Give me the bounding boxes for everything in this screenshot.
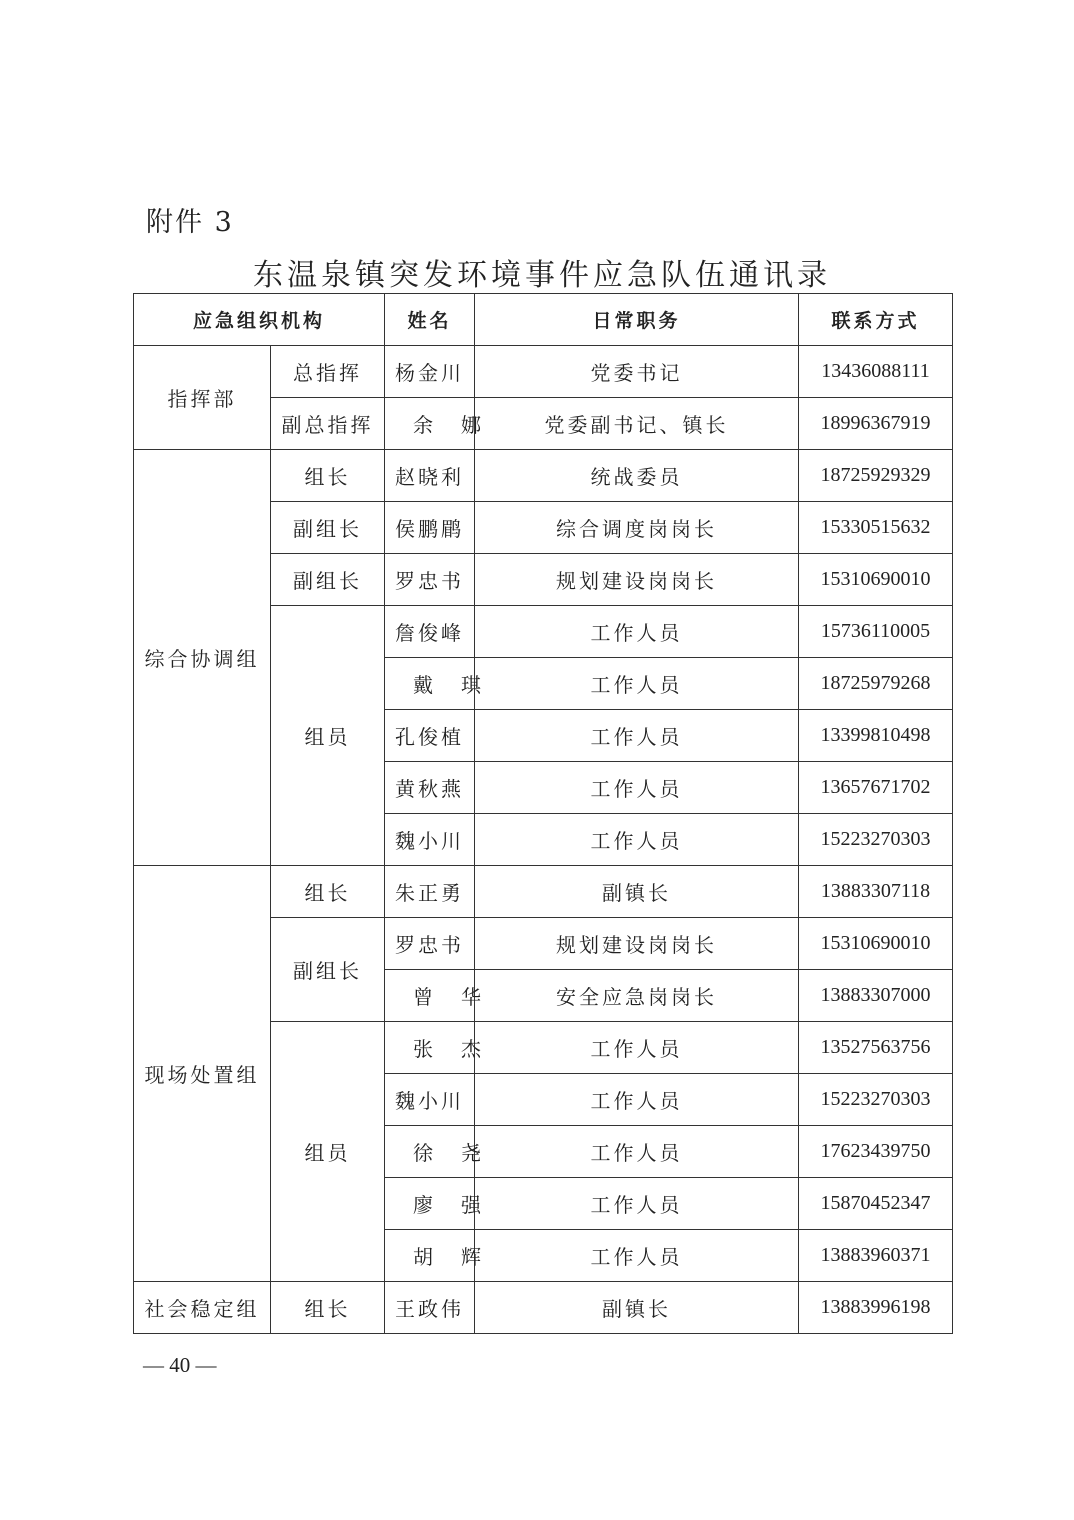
role-cell: 组长	[271, 450, 385, 502]
name-cell: 孔俊植	[385, 710, 475, 762]
duty-cell: 工作人员	[475, 1126, 799, 1178]
phone-cell: 13883307000	[799, 970, 953, 1022]
name-cell: 张杰	[385, 1022, 475, 1074]
phone-cell: 15310690010	[799, 918, 953, 970]
name-cell: 黄秋燕	[385, 762, 475, 814]
duty-cell: 统战委员	[475, 450, 799, 502]
group-onsite: 现场处置组	[134, 866, 271, 1282]
phone-cell: 17623439750	[799, 1126, 953, 1178]
role-cell: 组员	[271, 1022, 385, 1282]
duty-cell: 综合调度岗岗长	[475, 502, 799, 554]
name-cell: 朱正勇	[385, 866, 475, 918]
name-cell: 余娜	[385, 398, 475, 450]
duty-cell: 党委书记	[475, 346, 799, 398]
duty-cell: 工作人员	[475, 658, 799, 710]
role-cell: 组长	[271, 866, 385, 918]
phone-cell: 13527563756	[799, 1022, 953, 1074]
name-cell: 赵晓利	[385, 450, 475, 502]
phone-cell: 18996367919	[799, 398, 953, 450]
attachment-label: 附件 3	[146, 207, 234, 238]
group-stability: 社会稳定组	[134, 1282, 271, 1334]
name-cell: 戴琪	[385, 658, 475, 710]
duty-cell: 工作人员	[475, 1074, 799, 1126]
phone-cell: 13657671702	[799, 762, 953, 814]
duty-cell: 工作人员	[475, 1230, 799, 1282]
header-org: 应急组织机构	[134, 294, 385, 346]
role-cell: 副组长	[271, 918, 385, 1022]
duty-cell: 副镇长	[475, 1282, 799, 1334]
duty-cell: 党委副书记、镇长	[475, 398, 799, 450]
duty-cell: 工作人员	[475, 814, 799, 866]
header-duty: 日常职务	[475, 294, 799, 346]
role-cell: 副组长	[271, 554, 385, 606]
phone-cell: 15330515632	[799, 502, 953, 554]
table-row	[134, 450, 953, 502]
duty-cell: 规划建设岗岗长	[475, 554, 799, 606]
name-cell: 罗忠书	[385, 554, 475, 606]
phone-cell: 13883960371	[799, 1230, 953, 1282]
header-contact: 联系方式	[799, 294, 953, 346]
phone-cell: 18725929329	[799, 450, 953, 502]
name-cell: 王政伟	[385, 1282, 475, 1334]
name-cell: 杨金川	[385, 346, 475, 398]
role-cell: 副总指挥	[271, 398, 385, 450]
duty-cell: 安全应急岗岗长	[475, 970, 799, 1022]
header-row	[134, 294, 953, 346]
phone-cell: 15736110005	[799, 606, 953, 658]
phone-cell: 15223270303	[799, 1074, 953, 1126]
phone-cell: 15870452347	[799, 1178, 953, 1230]
table-row	[134, 1282, 953, 1334]
role-cell: 组员	[271, 606, 385, 866]
duty-cell: 工作人员	[475, 1178, 799, 1230]
phone-cell: 13436088111	[799, 346, 953, 398]
name-cell: 詹俊峰	[385, 606, 475, 658]
page-number: — 40 —	[143, 1353, 217, 1377]
table-row	[134, 346, 953, 398]
phone-cell: 18725979268	[799, 658, 953, 710]
name-cell: 罗忠书	[385, 918, 475, 970]
document-title: 东温泉镇突发环境事件应急队伍通讯录	[253, 258, 831, 293]
name-cell: 廖强	[385, 1178, 475, 1230]
duty-cell: 工作人员	[475, 606, 799, 658]
group-coordination: 综合协调组	[134, 450, 271, 866]
group-command: 指挥部	[134, 346, 271, 450]
name-cell: 胡辉	[385, 1230, 475, 1282]
duty-cell: 工作人员	[475, 1022, 799, 1074]
duty-cell: 工作人员	[475, 710, 799, 762]
role-cell: 组长	[271, 1282, 385, 1334]
name-cell: 侯鹏鹛	[385, 502, 475, 554]
name-cell: 魏小川	[385, 814, 475, 866]
role-cell: 副组长	[271, 502, 385, 554]
duty-cell: 工作人员	[475, 762, 799, 814]
name-cell: 曾华	[385, 970, 475, 1022]
phone-cell: 15310690010	[799, 554, 953, 606]
phone-cell: 13399810498	[799, 710, 953, 762]
table-row	[134, 866, 953, 918]
name-cell: 魏小川	[385, 1074, 475, 1126]
role-cell: 总指挥	[271, 346, 385, 398]
header-name: 姓名	[385, 294, 475, 346]
phone-cell: 13883996198	[799, 1282, 953, 1334]
contact-table	[133, 293, 953, 1334]
phone-cell: 13883307118	[799, 866, 953, 918]
name-cell: 徐尧	[385, 1126, 475, 1178]
duty-cell: 副镇长	[475, 866, 799, 918]
phone-cell: 15223270303	[799, 814, 953, 866]
duty-cell: 规划建设岗岗长	[475, 918, 799, 970]
